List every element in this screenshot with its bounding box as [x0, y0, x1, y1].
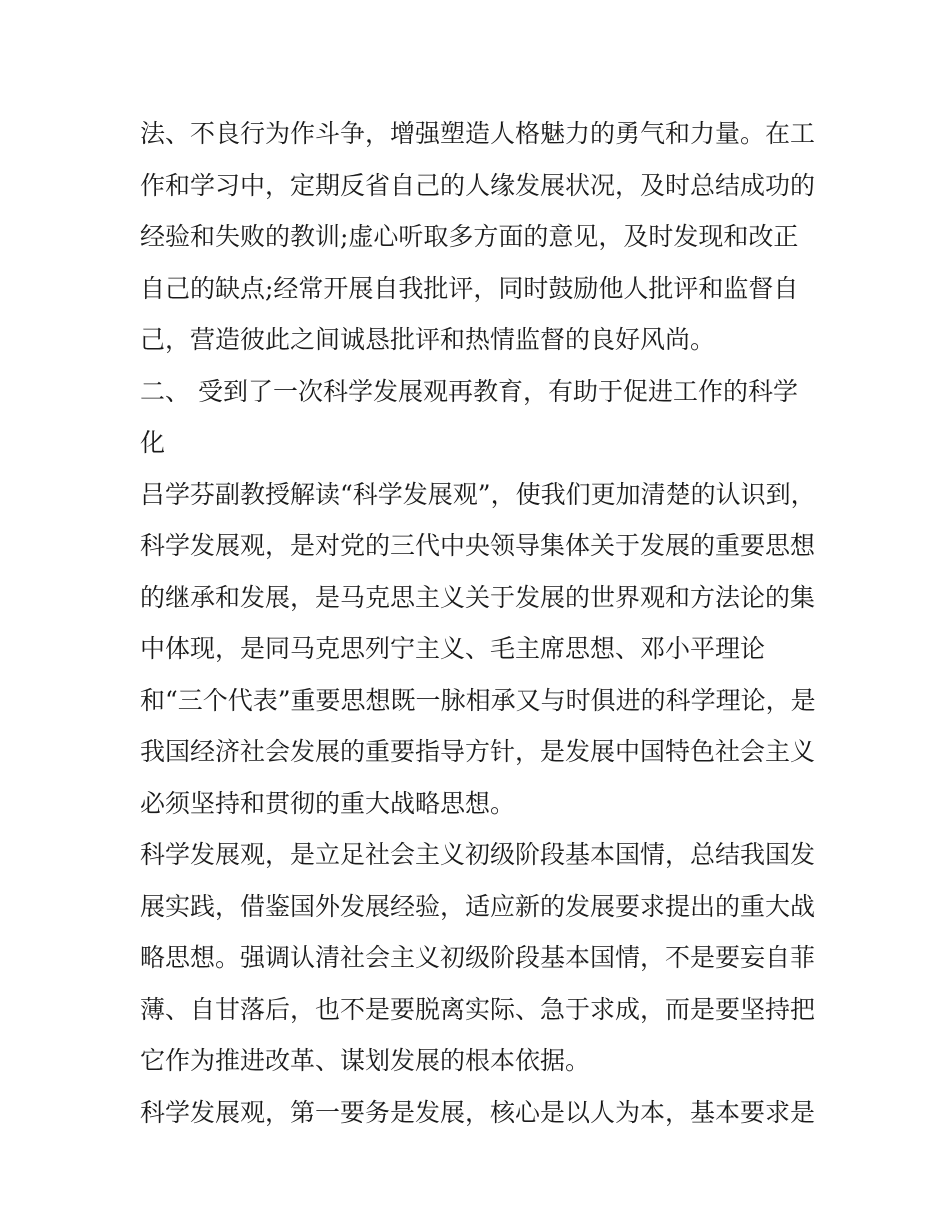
paragraph-scientific-outlook: 吕学芬副教授解读“科学发展观”，使我们更加清楚的认识到，科学发展观，是对党的三代中央领导集体关于发展的重要思想的继承和发展，是马克思主义关于发展的世界观和方法论的集中体现，是同马克思列宁主义、毛主席思想、邓小平理论和“三个代表”重要思想既一脉相承又与时俱进的科学理论，是我国经济社会发展的重要指导方针，是发展中国特色社会主义必须坚持和贯彻的重大战略思想。 [140, 479, 816, 818]
section-heading-two: 二、 受到了一次科学发展观再教育，有助于促进工作的科学化 [140, 376, 798, 457]
paragraph-basic-conditions: 科学发展观，是立足社会主义初级阶段基本国情，总结我国发展实践，借鉴国外发展经验，适应新的发展要求提出的重大战略思想。强调认清社会主义初级阶段基本国情，不是要妄自菲薄、自甘落后，也不是要脱离实际、急于求成，而是要坚持把它作为推进改革、谋划发展的根本依据。 [140, 840, 816, 1075]
document-body [140, 108, 820, 1138]
paragraph-first-task: 科学发展观，第一要务是发展，核心是以人为本，基本要求是 [140, 1097, 816, 1127]
paragraph-personality: 法、不良行为作斗争，增强塑造人格魅力的勇气和力量。在工作和学习中，定期反省自己的人缘发展状况，及时总结成功的经验和失败的教训;虚心听取多方面的意见，及时发现和改正自己的缺点;经常开展自我批评，同时鼓励他人批评和监督自己，营造彼此之间诚恳批评和热情监督的良好风尚。 [140, 119, 816, 354]
